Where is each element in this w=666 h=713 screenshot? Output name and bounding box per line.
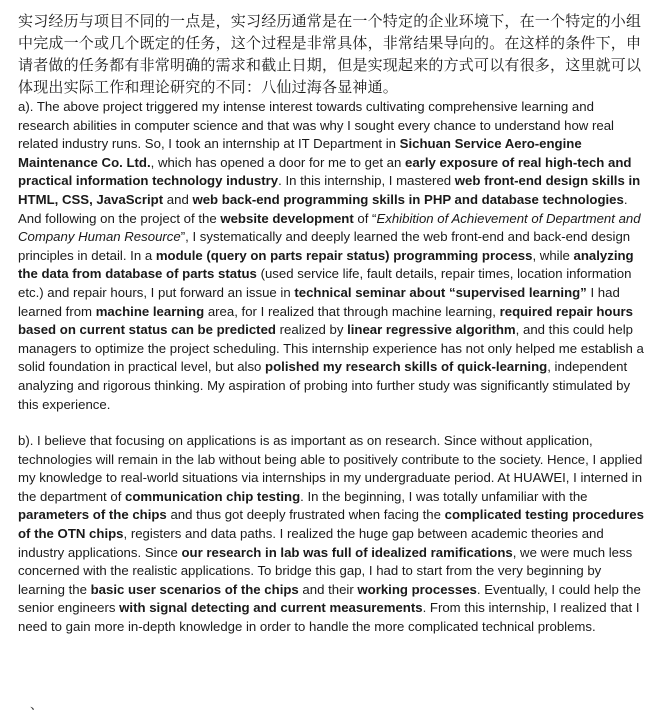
bold-emphasis: web front-end design skills in HTML, CSS, JavaScript — [18, 173, 641, 207]
paragraph-b — [18, 432, 646, 637]
bold-emphasis: our research in lab was full of idealized ramifications — [181, 544, 513, 560]
bold-emphasis: required repair hours based on current status can be predicted — [18, 303, 633, 338]
bold-emphasis: communication chip testing — [125, 488, 301, 504]
text-run: area, for I realized that through machine learning, — [204, 303, 500, 319]
text-run: . In this internship, I mastered — [278, 173, 455, 189]
text-run: , independent analyzing and rigorous thinking. My aspiration of probing into further study was significantly stimulated by this experience. — [18, 359, 631, 412]
text-run: , and this could help managers to optimize the project scheduling. This internship experience has not only helped me establish a solid foundation in practical level, but also — [18, 322, 644, 375]
italic-title: Exhibition of Achievement of Department and Company Human Resource — [18, 210, 641, 245]
text-run: and — [163, 191, 193, 207]
text-run: . And following on the project of the — [18, 191, 628, 226]
text-run: and thus got deeply frustrated when facing the — [166, 507, 445, 523]
text-run: of “ — [353, 210, 377, 226]
text-run: and their — [298, 581, 358, 597]
bold-emphasis: web back-end programming skills in PHP and database technologies — [192, 191, 624, 207]
text-run: I had learned from — [18, 284, 620, 319]
bold-emphasis: machine learning — [95, 303, 205, 319]
paragraph-a — [18, 98, 646, 414]
bold-emphasis: polished my research skills of quick-learning — [265, 359, 548, 375]
bold-emphasis: website development — [220, 210, 354, 226]
bold-emphasis: Sichuan Service Aero-engine Maintenance Co. Ltd. — [18, 136, 582, 170]
text-run: , which has opened a door for me to get an — [150, 154, 406, 170]
text-run: realized by — [275, 322, 348, 338]
bold-emphasis: parameters of the chips — [18, 507, 167, 523]
text-run: , registers and data paths. I realized the huge gap between academic theories and industry applications. Since — [18, 526, 604, 560]
bold-emphasis: working processes — [357, 581, 477, 597]
bold-emphasis: module (query on parts repair status) programming process — [155, 247, 533, 263]
text-run: . In the beginning, I was totally unfamiliar with the — [300, 488, 588, 504]
text-run: (used service life, fault details, repair times, location information etc.) and repair hours, I put forward an issue in — [18, 266, 632, 300]
paragraph-spacer — [18, 414, 646, 432]
bold-emphasis: linear regressive algorithm — [347, 322, 516, 338]
bold-emphasis: early exposure of real high-tech and practical information technology industry — [18, 154, 632, 189]
text-run: , while — [532, 247, 574, 263]
bold-emphasis: with signal detecting and current measurements — [119, 600, 423, 616]
bold-emphasis: technical seminar about “supervised learning” — [294, 284, 587, 300]
bold-emphasis: basic user scenarios of the chips — [90, 581, 299, 597]
bold-emphasis: complicated testing procedures of the OTN chips — [18, 507, 644, 542]
trailing-mark: 、 — [30, 697, 44, 712]
text-run: . Eventually, I could help the senior engineers — [18, 581, 641, 616]
bold-emphasis: analyzing the data from database of parts status — [18, 247, 634, 282]
document-body — [18, 10, 646, 637]
text-run: a). The above project triggered my intense interest towards cultivating comprehensive learning and research abilities in computer science and that was why I sought every chance to understand how real related industry runs. So, I took an internship at IT Department in — [18, 99, 614, 152]
text-run: ”, I systematically and deeply learned the web front-end and back-end design principles in detail. In a — [18, 229, 631, 263]
text-run: b). I believe that focusing on applications is as important as on research. Since without application, technologies will remain in the lab without being able to positively contribute to the society. Hence, I applied my knowledge to real-world situations via internships in my undergraduate period. At HUAWEI, I interned in the department of — [18, 433, 643, 504]
intro-paragraph-chinese: 实习经历与项目不同的一点是，实习经历通常是在一个特定的企业环境下，在一个特定的小组中完成一个或几个既定的任务，这个过程是非常具体，非常结果导向的。在这样的条件下，申请者做的任务都有非常明确的需求和截止日期，但是实现起来的方式可以有很多，这里就可以体现出实际工作和理论研究的不同：八仙过海各显神通。 — [18, 12, 642, 96]
text-run: , we were much less concerned with the realistic applications. To bridge this gap, I had to start from the very beginning by learning the — [18, 544, 633, 597]
text-run: . From this internship, I realized that I need to gain more in-depth knowledge in order to handle the more complicated technical problems. — [18, 600, 640, 635]
